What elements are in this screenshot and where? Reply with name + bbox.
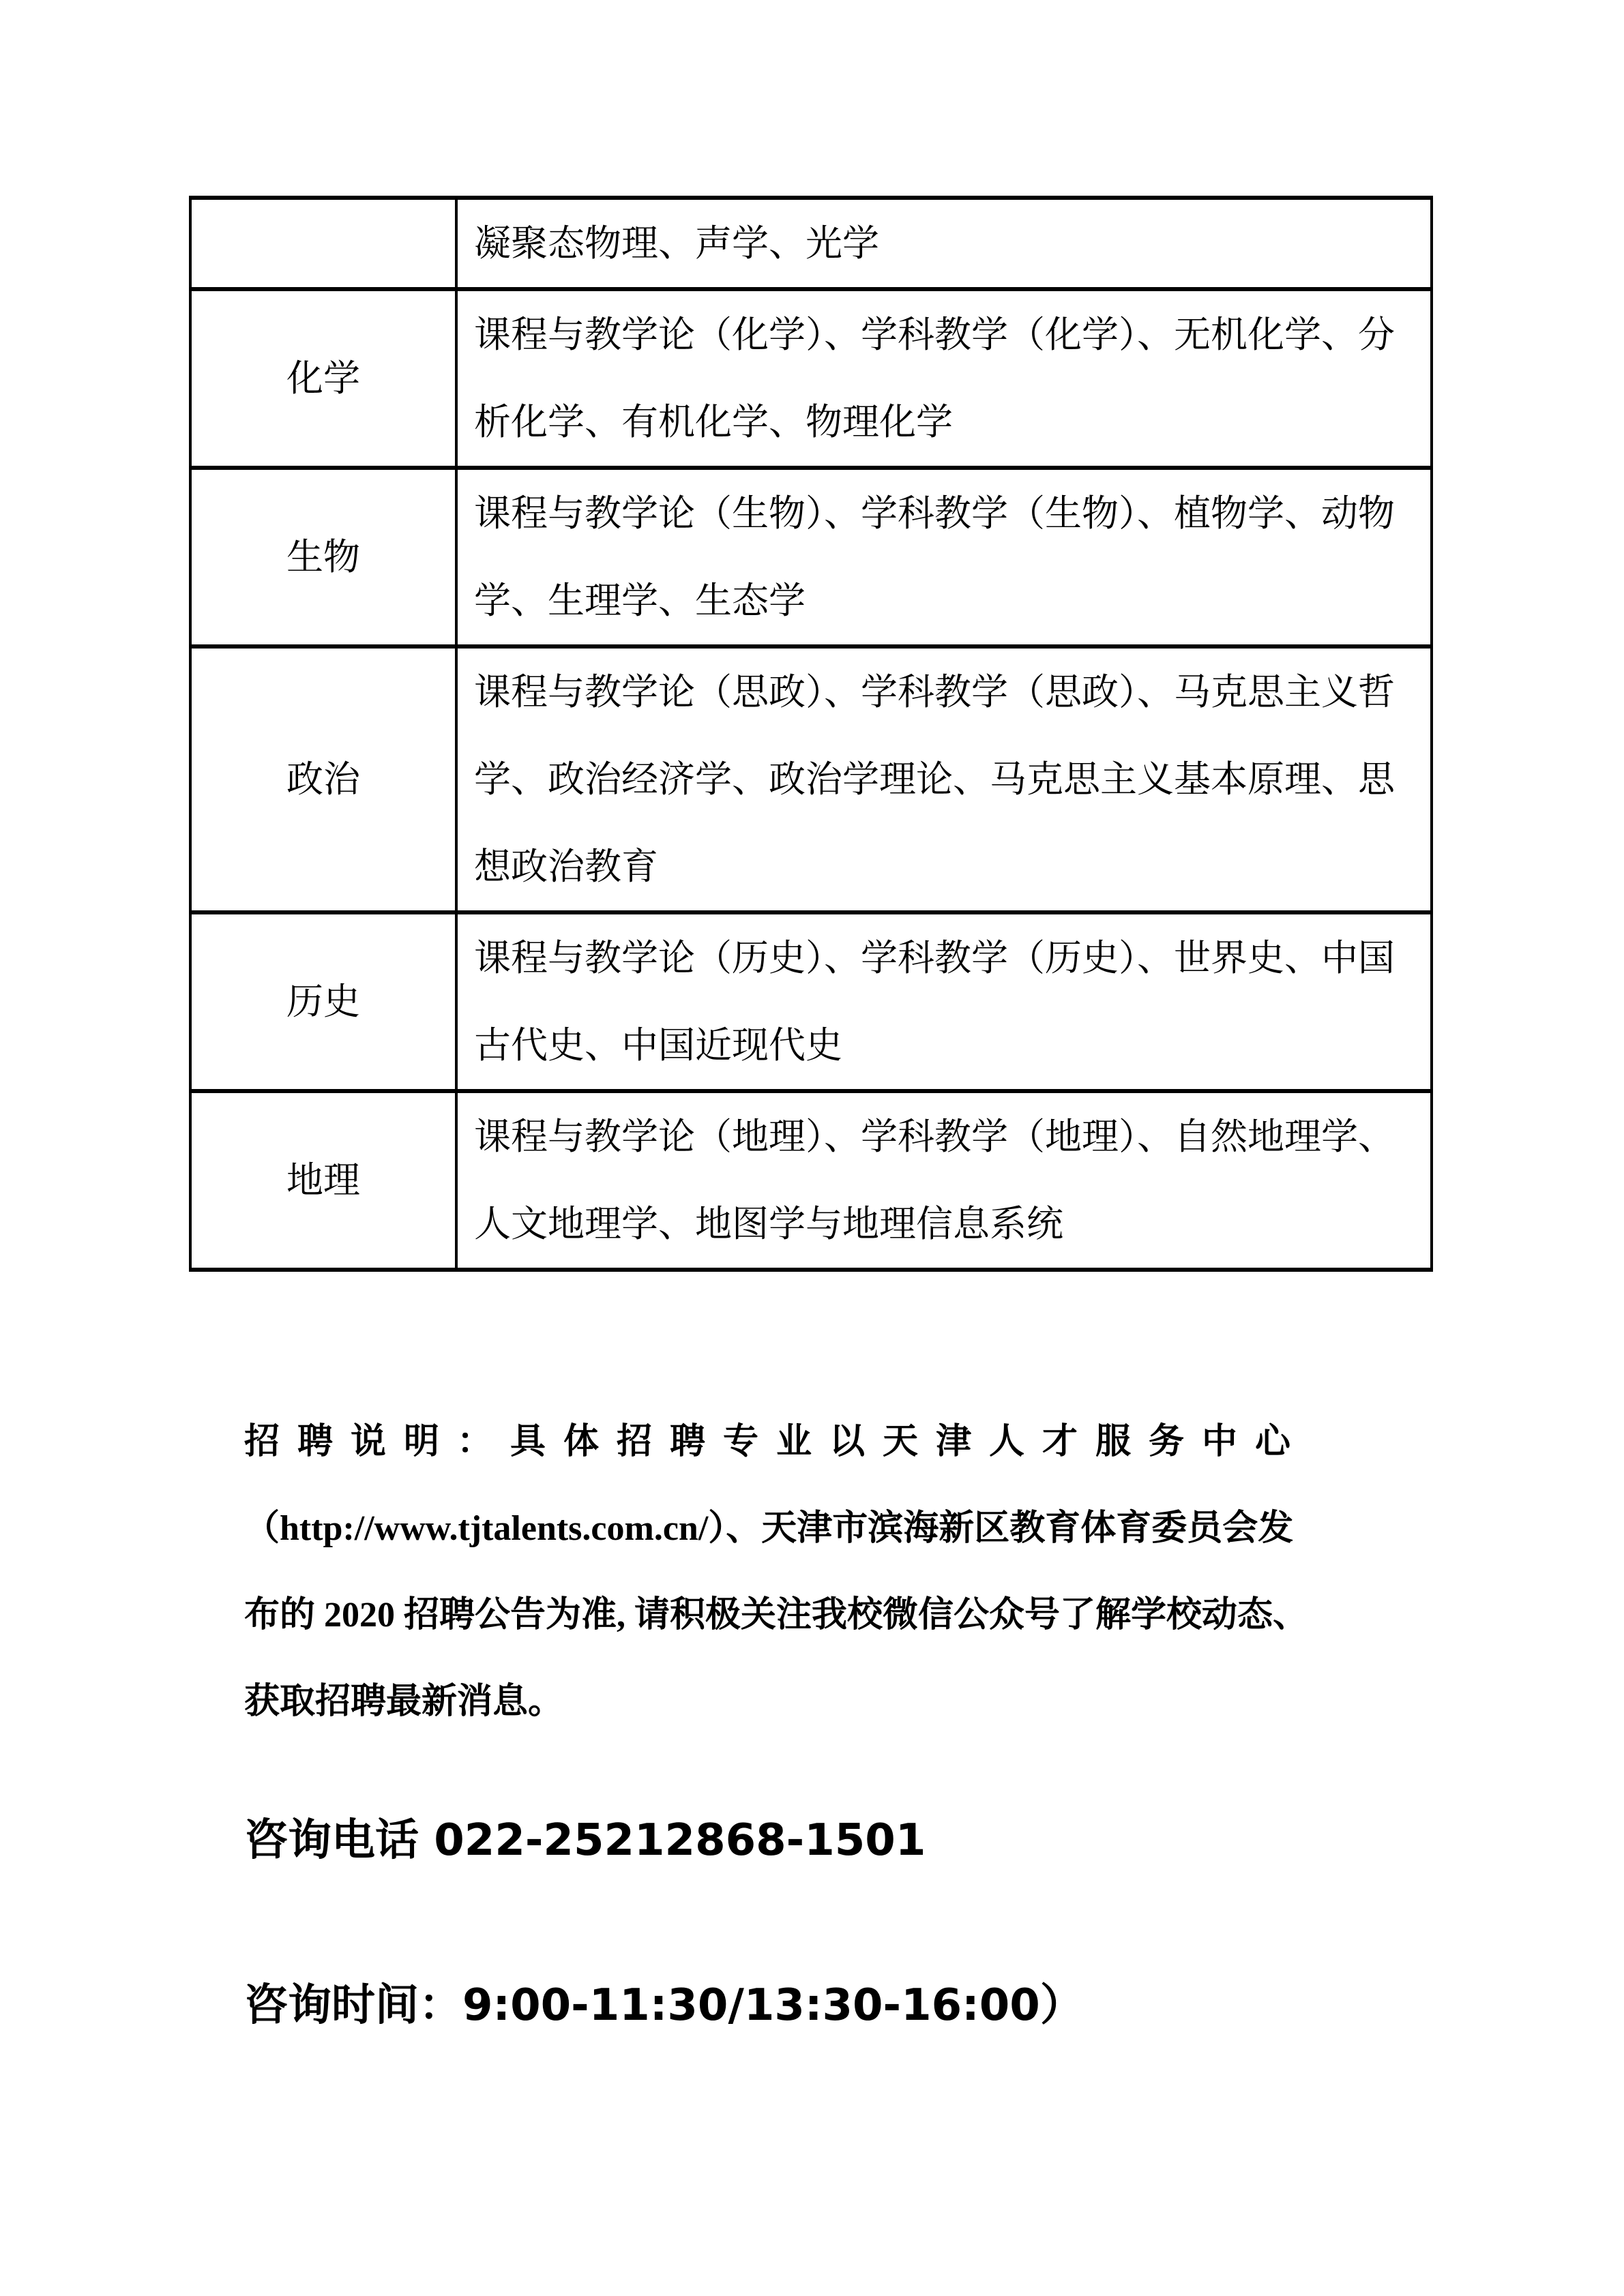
recruitment-notes-paragraph [244,1399,1432,1745]
majors-cell: 课程与教学论（化学）、学科教学（化学）、无机化学、分析化学、有机化学、物理化学 [456,289,1432,468]
subject-cell: 历史 [190,912,456,1091]
note-line-announcement: 布的 2020 招聘公告为准, 请积极关注我校微信公众号了解学校动态、 [244,1596,1309,1635]
subject-cell: 化学 [190,289,456,468]
table-row [190,468,1432,646]
subject-majors-table [189,196,1433,1272]
consult-time-line: 咨询时间：9:00-11:30/13:30-16:00） [244,1980,1084,2031]
majors-cell: 凝聚态物理、声学、光学 [456,198,1432,289]
subject-cell [190,198,456,289]
majors-cell: 课程与教学论（历史）、学科教学（历史）、世界史、中国古代史、中国近现代史 [456,912,1432,1091]
table-row [190,646,1432,912]
subject-cell: 地理 [190,1091,456,1270]
majors-cell: 课程与教学论（地理）、学科教学（地理）、自然地理学、人文地理学、地图学与地理信息系统 [456,1091,1432,1270]
table-row [190,198,1432,289]
consult-phone-line: 咨询电话 022-25212868-1501 [244,1815,926,1866]
note-line-heading: 招聘说明：具体招聘专业以天津人才服务中心 [244,1422,1309,1461]
majors-cell: 课程与教学论（思政）、学科教学（思政）、马克思主义哲学、政治经济学、政治学理论、马克思主义基本原理、思想政治教育 [456,646,1432,912]
note-line-url: （http://www.tjtalents.com.cn/）、天津市滨海新区教育体育委员会发 [244,1509,1294,1548]
table-row [190,912,1432,1091]
subject-cell: 政治 [190,646,456,912]
majors-cell: 课程与教学论（生物）、学科教学（生物）、植物学、动物学、生理学、生态学 [456,468,1432,646]
note-line-updates: 获取招聘最新消息。 [244,1682,564,1721]
subject-cell: 生物 [190,468,456,646]
table-row [190,289,1432,468]
table-row [190,1091,1432,1270]
